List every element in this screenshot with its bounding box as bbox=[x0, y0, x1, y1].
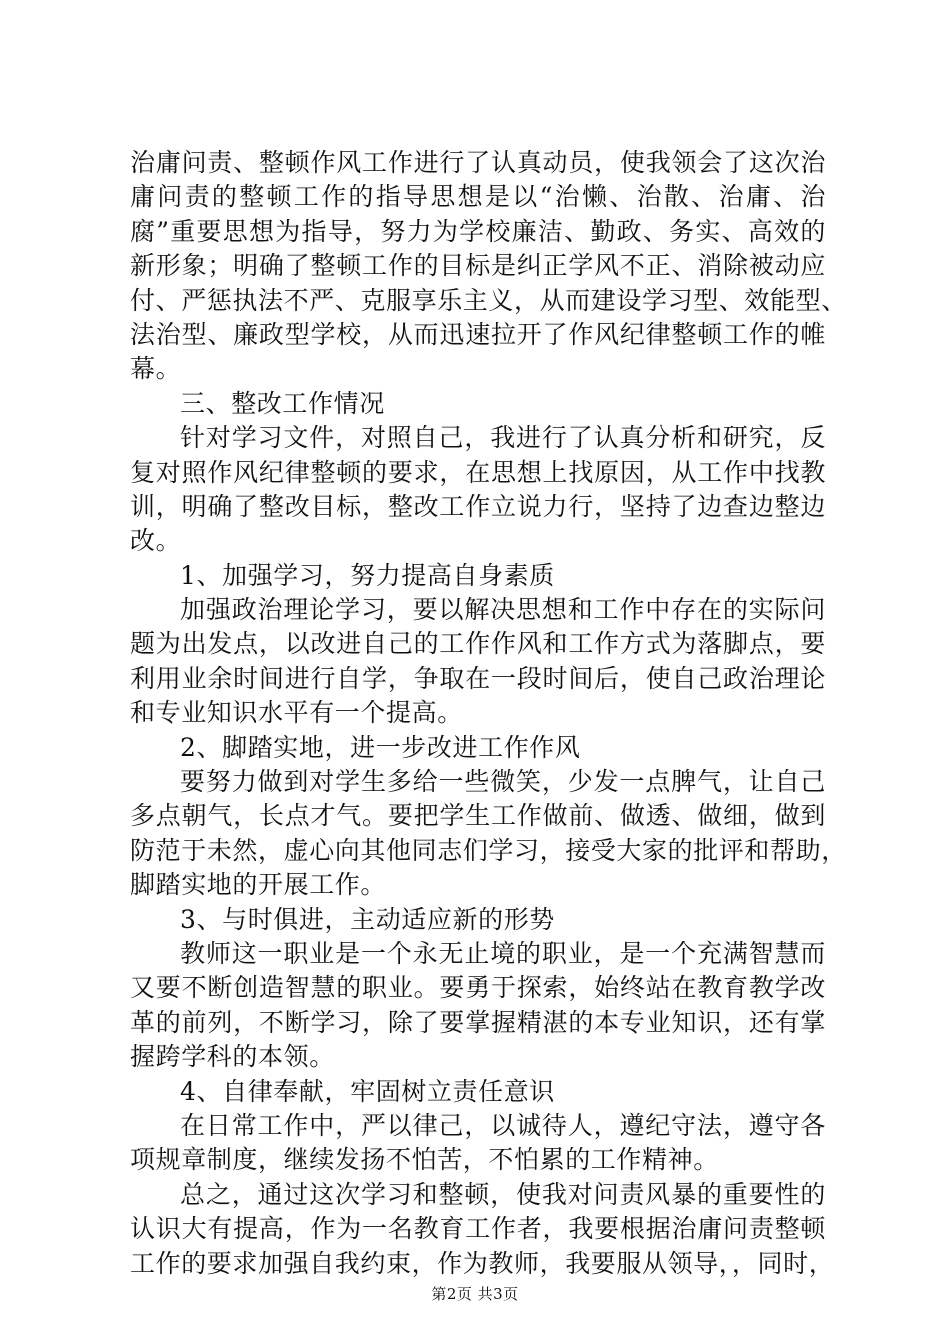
text-line: 多点朝气，长点才气。要把学生工作做前、做透、做细，做到 bbox=[130, 801, 826, 831]
document-body bbox=[130, 146, 847, 1281]
text-line: 工作的要求加强自我约束，作为教师，我要服从领导，，同时， bbox=[130, 1248, 835, 1278]
text-line: 要努力做到对学生多给一些微笑，少发一点脾气，让自己 bbox=[180, 767, 826, 797]
subsection-heading: 3、与时俱进，主动适应新的形势 bbox=[180, 904, 555, 934]
page-footer bbox=[0, 1283, 950, 1304]
text-line: 针对学习文件，对照自己，我进行了认真分析和研究，反 bbox=[180, 423, 826, 453]
text-line: 复对照作风纪律整顿的要求，在思想上找原因，从工作中找教 bbox=[130, 457, 826, 487]
text-line: 又要不断创造智慧的职业。要勇于探索，始终站在教育教学改 bbox=[130, 973, 826, 1003]
text-line: 在日常工作中，严以律己，以诚待人，遵纪守法，遵守各 bbox=[180, 1110, 826, 1140]
text-line: 革的前列，不断学习，除了要掌握精湛的本专业知识，还有掌 bbox=[130, 1007, 826, 1037]
text-line: 新形象；明确了整顿工作的目标是纠正学风不正、消除被动应 bbox=[130, 251, 826, 281]
text-line: 幕。 bbox=[130, 354, 182, 384]
text-line: 改。 bbox=[130, 526, 182, 556]
text-line: 教师这一职业是一个永无止境的职业，是一个充满智慧而 bbox=[180, 938, 826, 968]
text-line: 腐”重要思想为指导，努力为学校廉洁、勤政、务实、高效的 bbox=[130, 216, 826, 246]
text-line: 付、严惩执法不严、克服享乐主义，从而建设学习型、效能型、 bbox=[130, 285, 847, 315]
text-line: 项规章制度，继续发扬不怕苦，不怕累的工作精神。 bbox=[130, 1145, 719, 1175]
text-line: 防范于未然，虚心向其他同志们学习，接受大家的批评和帮助， bbox=[130, 835, 847, 865]
subsection-heading: 1、加强学习，努力提高自身素质 bbox=[180, 560, 555, 590]
page-number: 第2页 共3页 bbox=[431, 1285, 519, 1303]
text-line: 加强政治理论学习，要以解决思想和工作中存在的实际问 bbox=[180, 595, 826, 625]
text-line: 题为出发点，以改进自己的工作作风和工作方式为落脚点，要 bbox=[130, 629, 826, 659]
text-line: 脚踏实地的开展工作。 bbox=[130, 870, 387, 900]
text-line: 认识大有提高，作为一名教育工作者，我要根据治庸问责整顿 bbox=[130, 1214, 826, 1244]
text-line: 利用业余时间进行自学，争取在一段时间后，使自己政治理论 bbox=[130, 663, 826, 693]
subsection-heading: 4、自律奉献，牢固树立责任意识 bbox=[180, 1076, 555, 1106]
text-line: 和专业知识水平有一个提高。 bbox=[130, 698, 463, 728]
text-line: 法治型、廉政型学校，从而迅速拉开了作风纪律整顿工作的帷 bbox=[130, 319, 826, 349]
subsection-heading: 2、脚踏实地，进一步改进工作作风 bbox=[180, 732, 581, 762]
text-line: 治庸问责、整顿作风工作进行了认真动员，使我领会了这次治 bbox=[130, 148, 826, 177]
section-heading: 三、整改工作情况 bbox=[180, 388, 385, 418]
text-line: 庸问责的整顿工作的指导思想是以“治懒、治散、治庸、治 bbox=[130, 182, 826, 212]
text-line: 训，明确了整改目标，整改工作立说力行，坚持了边查边整边 bbox=[130, 491, 826, 521]
text-line: 总之，通过这次学习和整顿，使我对问责风暴的重要性的 bbox=[180, 1179, 826, 1209]
text-line: 握跨学科的本领。 bbox=[130, 1042, 335, 1072]
